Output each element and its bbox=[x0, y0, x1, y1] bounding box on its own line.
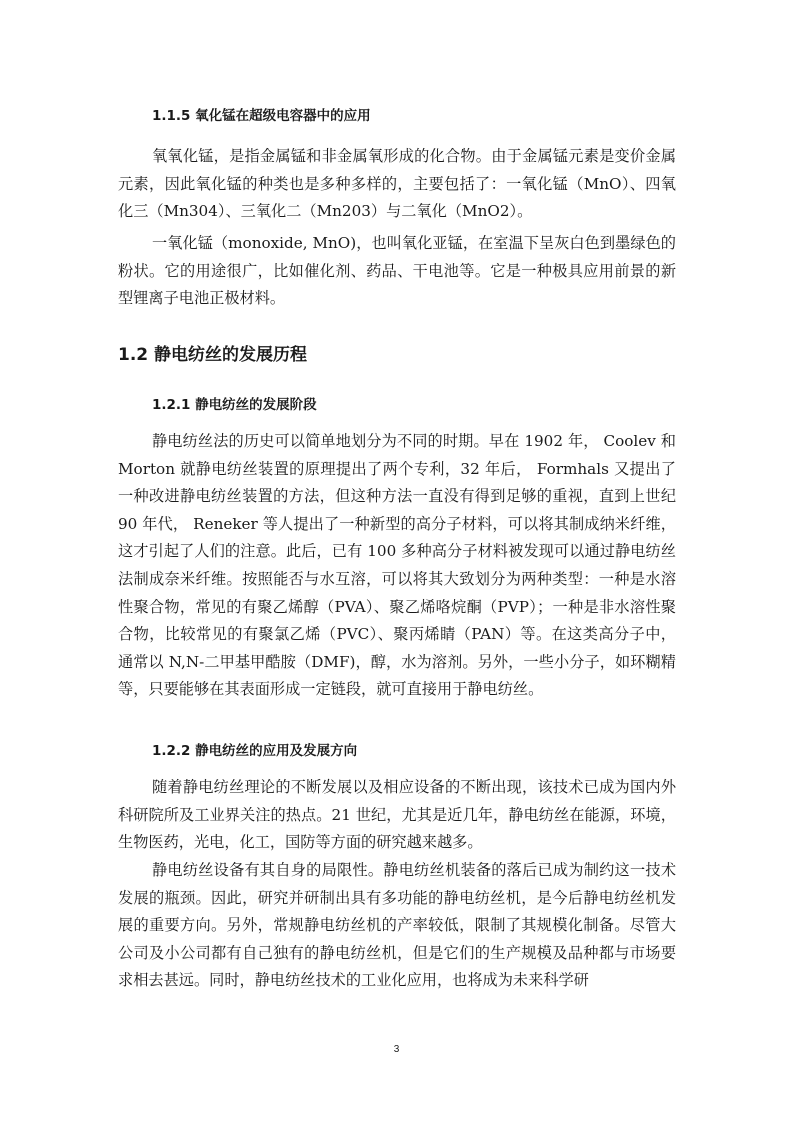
paragraph-electrospinning-equipment: 静电纺丝设备有其自身的局限性。静电纺丝机装备的落后已成为制约这一技术发展的瓶颈。因此，研究并研制出具有多功能的静电纺丝机，是今后静电纺丝机发展的重要方向。另外，常规静电纺丝机的产率较低，限制了其规模化制备。尽管大公司及小公司都有自己独有的静电纺丝机，但是它们的生产规模及品种都与市场要求相去甚远。同时，静电纺丝技术的工业化应用，也将成为未来科学研 bbox=[118, 861, 676, 990]
paragraph-electrospinning-history: 静电纺丝法的历史可以简单地划分为不同的时期。早在 1902 年， Coolev 和 Morton 就静电纺丝装置的原理提出了两个专利，32 年后， Formhals 又提出了一种改进静电纺丝装置的方法，但这种方法一直没有得到足够的重视，直到上世纪 90 年代， Reneker 等人提出了一种新型的高分子材料，可以将其制成纳米纤维，这才引起了人们的注意。此后，已有 100 多种高分子材料被发现可以通过静电纺丝法制成奈米纤维。按照能否与水互溶，可以将其大致划分为两种类型：一种是水溶性聚合物，常见的有聚乙烯醇（PVA）、聚乙烯咯烷酮（PVP）；一种是非水溶性聚合物，比较常见的有聚氯乙烯（PVC）、聚丙烯睛（PAN）等。在这类高分子中，通常以 N,N-二甲基甲酷胺（DMF)，醇，水为溶剂。另外，一些小分子，如环糊精等，只要能够在其表面形成一定链段，就可直接用于静电纺丝。 bbox=[118, 432, 676, 699]
paragraph-electrospinning-applications: 随着静电纺丝理论的不断发展以及相应设备的不断出现，该技术已成为国内外科研院所及工业界关注的热点。21 世纪，尤其是近几年，静电纺丝在能源，环境，生物医药，光电，化工，国防等方面的研究越来越多。 bbox=[118, 778, 676, 852]
paragraph-manganese-monoxide: 一氧化锰（monoxide, MnO)，也叫氧化亚锰，在室温下呈灰白色到墨绿色的粉状。它的用途很广，比如催化剂、药品、干电池等。它是一种极具应用前景的新型锂离子电池正极材料。 bbox=[118, 234, 676, 308]
section-heading-1-2: 1.2 静电纺丝的发展历程 bbox=[118, 345, 308, 365]
section-heading-1-2-1: 1.2.1 静电纺丝的发展阶段 bbox=[152, 397, 317, 413]
section-heading-1-2-2: 1.2.2 静电纺丝的应用及发展方向 bbox=[152, 743, 358, 759]
page-number: 3 bbox=[393, 1044, 400, 1055]
section-heading-1-1-5: 1.1.5 氧化锰在超级电容器中的应用 bbox=[152, 108, 371, 124]
paragraph-manganese-oxide-types: 氧氧化锰，是指金属锰和非金属氧形成的化合物。由于金属锰元素是变价金属元素，因此氧化锰的种类也是多种多样的，主要包括了：一氧化锰（MnO）、四氧化三（Mn304）、三氧化二（Mn203）与二氧化（MnO2）。 bbox=[118, 147, 676, 221]
